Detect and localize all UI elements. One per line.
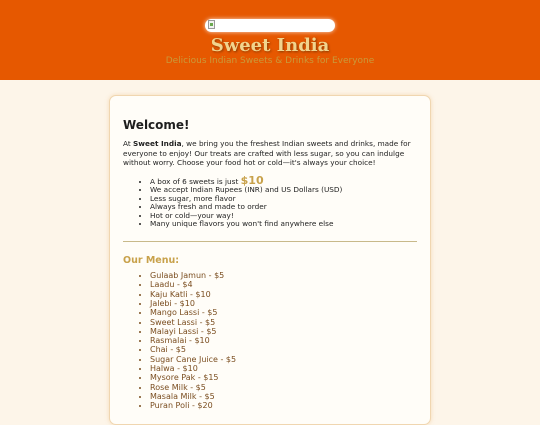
welcome-heading: Welcome! xyxy=(123,118,190,132)
menu-item: • Gulaab Jamun - $5 xyxy=(150,271,417,280)
content-card xyxy=(109,95,431,425)
menu-item: • Rose Milk - $5 xyxy=(150,383,417,392)
intro-rest: , we bring you the freshest Indian sweets and drinks, made for everyone to enjoy! Our treats are crafted with less sugar, so you can indulge without worry. Choose your food hot or cold—it's always your choice! xyxy=(123,139,411,167)
menu-item: • Masala Milk - $5 xyxy=(150,392,417,401)
fact-item: • Always fresh and made to order xyxy=(150,203,417,212)
menu-item: • Sweet Lassi - $5 xyxy=(150,318,417,327)
fact-item: • Hot or cold—your way! xyxy=(150,212,417,221)
logo-image xyxy=(205,19,335,32)
menu-item: • Sugar Cane Juice - $5 xyxy=(150,355,417,364)
fact-item: • We accept Indian Rupees (INR) and US Dollars (USD) xyxy=(150,186,417,195)
menu-heading: Our Menu: xyxy=(123,255,180,267)
site-title: Sweet India xyxy=(210,35,330,56)
menu-item: • Mango Lassi - $5 xyxy=(150,308,417,317)
menu-item: • Kaju Katli - $10 xyxy=(150,290,417,299)
fact-item: • Less sugar, more flavor xyxy=(150,195,417,204)
menu-item: • Chai - $5 xyxy=(150,345,417,354)
intro-brand: Sweet India xyxy=(133,139,182,148)
menu-list xyxy=(123,271,417,410)
menu-item: • Puran Poli - $20 xyxy=(150,401,417,410)
facts-list xyxy=(123,173,417,230)
box-text: A box of 6 sweets is just xyxy=(150,176,241,186)
menu-item: • Malayi Lassi - $5 xyxy=(150,327,417,336)
site-tagline: Delicious Indian Sweets & Drinks for Everyone xyxy=(165,56,375,66)
menu-item: • Halwa - $10 xyxy=(150,364,417,373)
intro-prefix: At xyxy=(123,139,134,148)
menu-item: • Jalebi - $10 xyxy=(150,299,417,308)
site-header xyxy=(0,0,540,80)
section-divider xyxy=(123,241,417,242)
menu-item: • Mysore Pak - $15 xyxy=(150,373,417,382)
intro-paragraph xyxy=(123,139,417,168)
broken-image-icon xyxy=(208,20,215,29)
menu-item: • Rasmalai - $10 xyxy=(150,336,417,345)
box-price: $10 xyxy=(240,173,264,187)
fact-item: • Many unique flavors you won't find anywhere else xyxy=(150,220,417,229)
menu-item: • Laadu - $4 xyxy=(150,280,417,289)
